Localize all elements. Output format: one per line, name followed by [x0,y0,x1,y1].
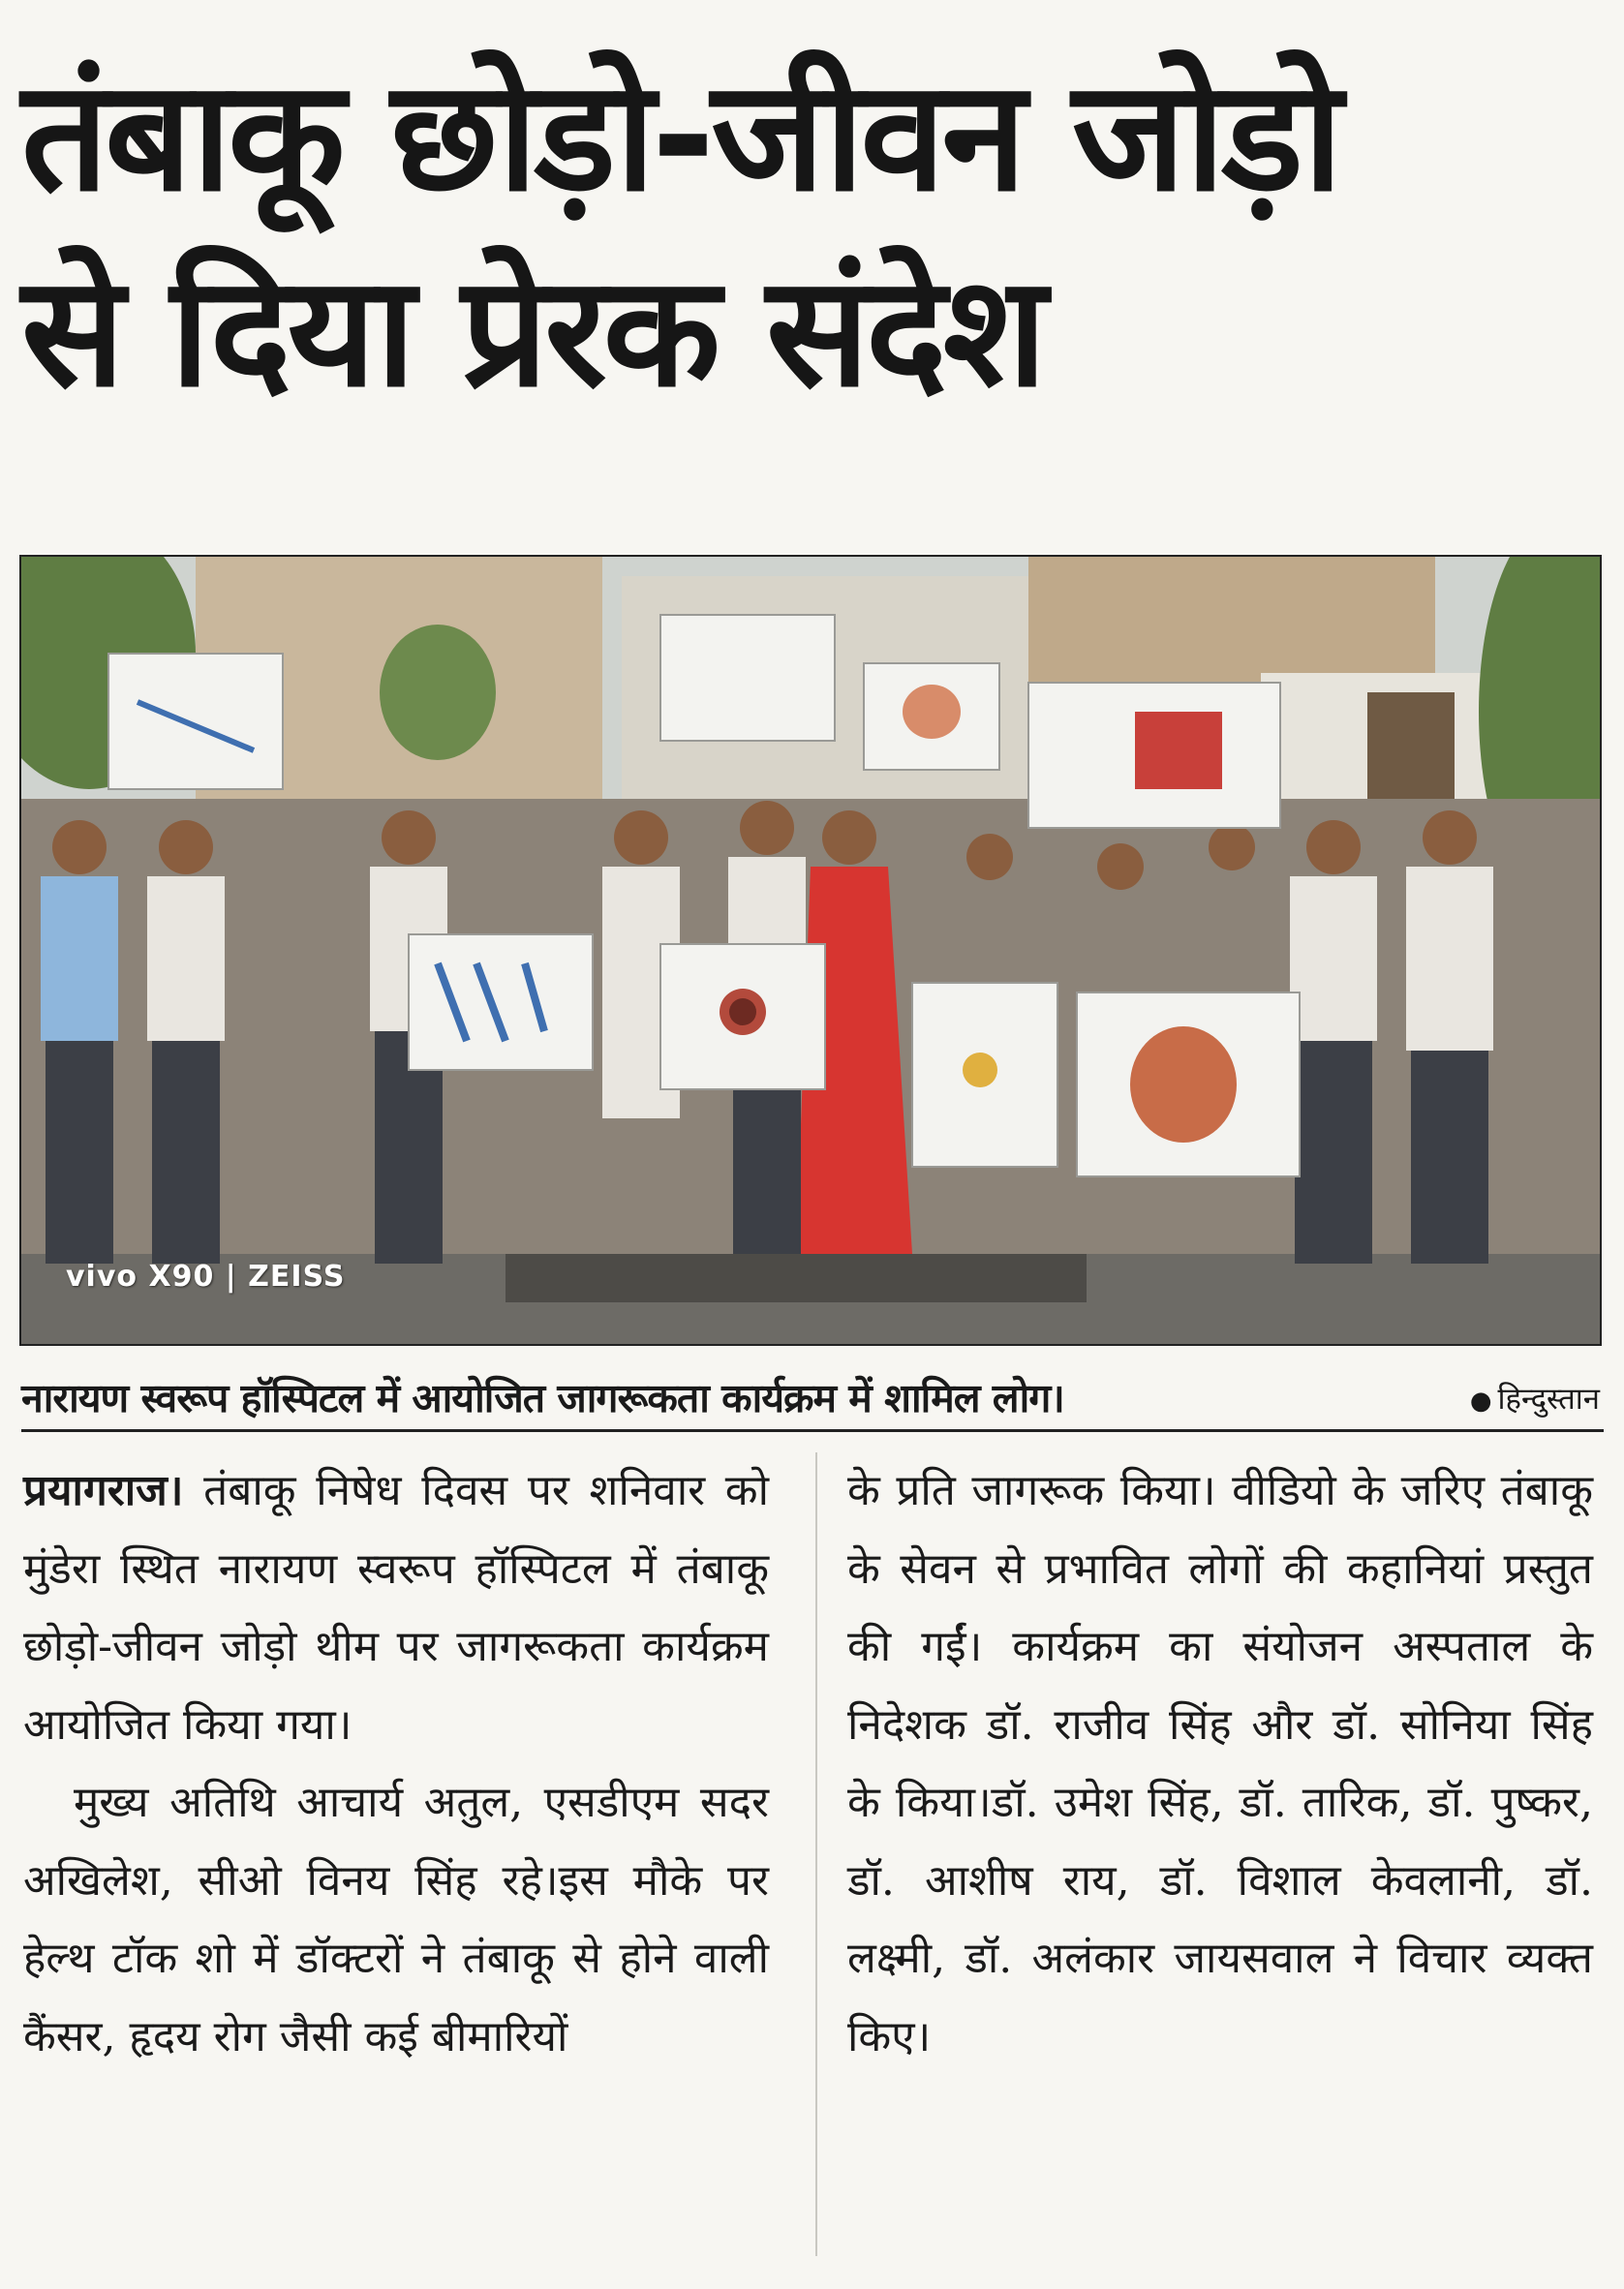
caption-text: नारायण स्वरूप हॉस्पिटल में आयोजित जागरूकता कार्यक्रम में शामिल लोग। [21,1375,1064,1421]
article-paragraph-3: के प्रति जागरूक किया। वीडियो के जरिए तंबाकू के सेवन से प्रभावित लोगों की कहानियां प्रस्तुत की गईं। कार्यक्रम का संयोजन अस्पताल के निदेशक डॉ. राजीव सिंह और डॉ. सोनिया सिंह के किया।डॉ. उमेश सिंह, डॉ. तारिक, डॉ. पुष्कर, डॉ. आशीष राय, डॉ. विशाल केवलानी, डॉ. लक्ष्मी, डॉ. अलंकार जायसवाल ने विचार व्यक्त किए। [847,1466,1593,2061]
headline [21,39,1609,430]
article-column-left [23,1452,769,2076]
headline-line-2: से दिया प्रेरक संदेश [21,243,1044,421]
caption-credit [1470,1378,1600,1419]
article-paragraph-1 [23,1452,769,1764]
article-column-right [847,1452,1593,2076]
photo-caption [21,1360,1604,1432]
photo-illustration [21,557,1600,1344]
news-photo [19,555,1602,1346]
headline-line-1: तंबाकू छोड़ो-जीवन जोड़ो [21,47,1339,226]
credit-text: हिन्दुस्तान [1497,1382,1600,1417]
paragraph-1-text: तंबाकू निषेध दिवस पर शनिवार को मुंडेरा स्थित नारायण स्वरूप हॉस्पिटल में तंबाकू छोड़ो-जीवन जोड़ो थीम पर जागरूकता कार्यक्रम आयोजित किया गया। [23,1466,769,1750]
dateline: प्रयागराज। [23,1466,184,1515]
column-divider [815,1452,817,2256]
camera-watermark: vivo X90 | ZEISS [66,1260,346,1294]
article-paragraph-2: मुख्य अतिथि आचार्य अतुल, एसडीएम सदर अखिलेश, सीओ विनय सिंह रहे।इस मौके पर हेल्थ टॉक शो में डॉक्टरों ने तंबाकू से होने वाली कैंसर, हृदय रोग जैसी कई बीमारियों [23,1778,769,2061]
bullet-icon: ● [1469,1387,1492,1416]
